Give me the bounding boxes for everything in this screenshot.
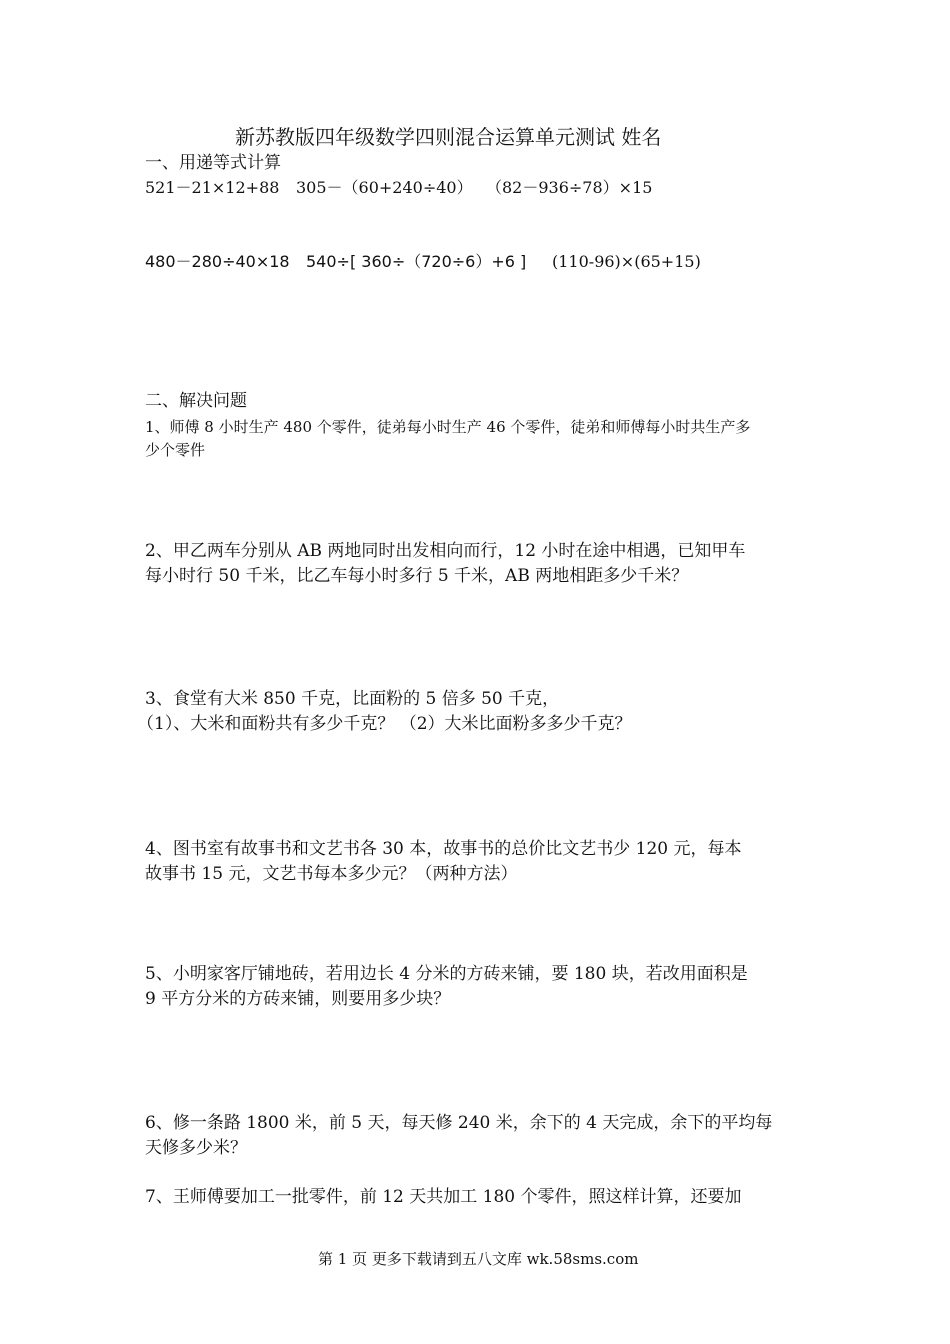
problem-4-line-2: 故事书 15 元，文艺书每本多少元？（两种方法） — [145, 864, 518, 884]
expression-4: 480－280÷40×18 — [145, 252, 290, 271]
problem-7-line-1: 7、王师傅要加工一批零件，前 12 天共加工 180 个零件，照这样计算，还要加 — [145, 1187, 742, 1207]
problem-5-line-2: 9 平方分米的方砖来铺，则要用多少块？ — [145, 989, 451, 1009]
section-heading-problems: 二、解决问题 — [145, 391, 247, 411]
expression-3: （82－936÷78）×15 — [486, 178, 653, 197]
expression-5: 540÷[ 360÷（720÷6）+6 ] — [306, 252, 527, 271]
problem-4-line-1: 4、图书室有故事书和文艺书各 30 本，故事书的总价比文艺书少 120 元，每本 — [145, 839, 742, 859]
problem-3-line-2: （1）、大米和面粉共有多少千克？ （2）大米比面粉多多少千克？ — [137, 714, 632, 734]
page-footer: 第 1 页 更多下载请到五八文库 wk.58sms.com — [318, 1250, 639, 1268]
problem-2-line-1: 2、甲乙两车分别从 AB 两地同时出发相向而行，12 小时在途中相遇，已知甲车 — [145, 541, 746, 561]
problem-6-line-1: 6、修一条路 1800 米，前 5 天，每天修 240 米，余下的 4 天完成，余下的平均每 — [145, 1113, 773, 1133]
problem-5-line-1: 5、小明家客厅铺地砖，若用边长 4 分米的方砖来铺，要 180 块，若改用面积是 — [145, 964, 748, 984]
problem-6-line-2: 天修多少米？ — [145, 1138, 247, 1158]
expression-6: (110-96)×(65+15) — [552, 252, 701, 271]
problem-2-line-2: 每小时行 50 千米，比乙车每小时多行 5 千米，AB 两地相距多少千米？ — [145, 566, 689, 586]
problem-1-line-2: 少个零件 — [145, 441, 206, 459]
expression-2: 305－（60+240÷40） — [296, 178, 473, 197]
expression-1: 521－21×12+88 — [145, 178, 280, 197]
problem-1-line-1: 1、师傅 8 小时生产 480 个零件，徒弟每小时生产 46 个零件，徒弟和师傅每小时共生产多 — [145, 418, 751, 436]
page-title: 新苏教版四年级数学四则混合运算单元测试 姓名 — [235, 125, 662, 149]
problem-3-line-1: 3、食堂有大米 850 千克，比面粉的 5 倍多 50 千克， — [145, 689, 560, 709]
section-heading-calc: 一、用递等式计算 — [145, 153, 281, 173]
